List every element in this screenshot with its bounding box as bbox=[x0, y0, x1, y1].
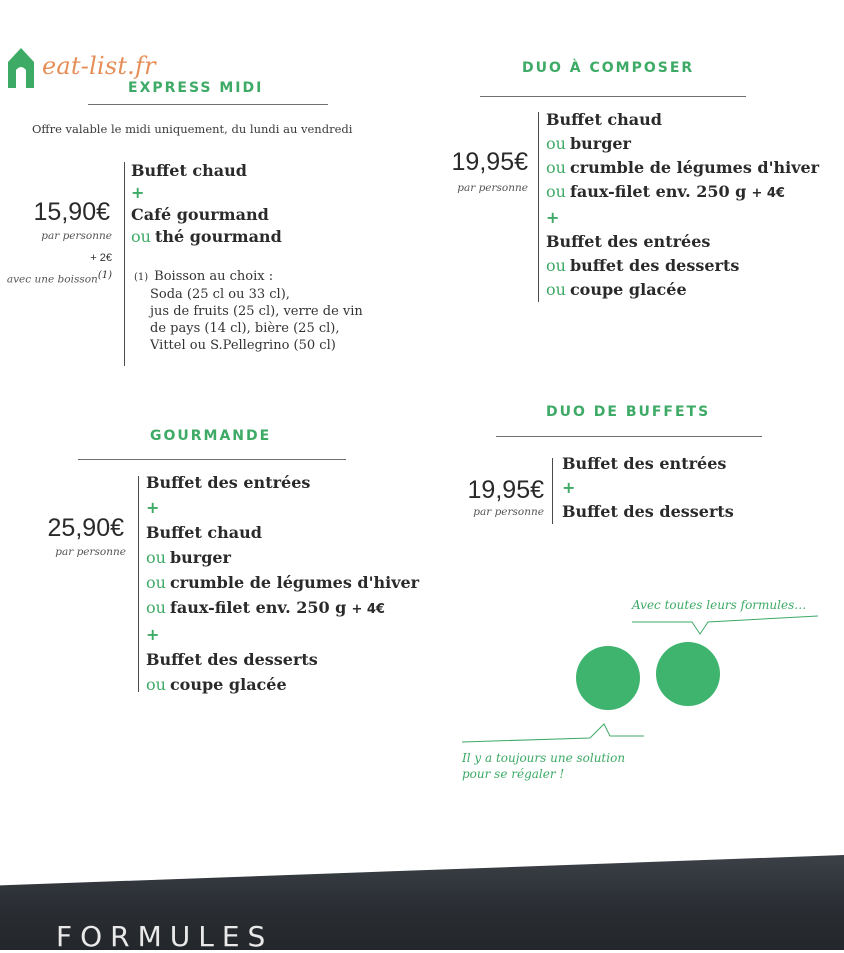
gourmande-price: 25,90€ bbox=[47, 514, 124, 542]
gourmande-divider bbox=[138, 476, 139, 692]
duo-composer-divider bbox=[538, 112, 539, 302]
tagline-top: Avec toutes leurs formules… bbox=[632, 598, 807, 612]
duo-composer-items bbox=[546, 108, 819, 302]
express-midi-per-person: par personne bbox=[41, 230, 112, 242]
menu-item: Buffet des entrées bbox=[146, 473, 311, 492]
menu-item-alt: ou burger bbox=[146, 548, 231, 567]
express-midi-footnote: (1) Boisson au choix : Soda (25 cl ou 33 cl), jus de fruits (25 cl), verre de vin de pays (14 cl), bière (25 cl), Vittel ou S.Pellegrino (50 cl) bbox=[134, 269, 363, 353]
gourmande-per-person: par personne bbox=[55, 546, 126, 558]
menu-item: Buffet des desserts bbox=[146, 650, 318, 669]
house-icon bbox=[6, 44, 36, 88]
menu-item-alt: ou burger bbox=[546, 134, 631, 153]
menu-item: Buffet des entrées bbox=[562, 454, 727, 473]
duo-composer-per-person: par personne bbox=[457, 182, 528, 194]
menu-item-alt: ou coupe glacée bbox=[546, 280, 687, 299]
duo-buffets-divider bbox=[552, 458, 553, 524]
menu-item-alt: ou faux-filet env. 250 g + 4€ bbox=[546, 182, 785, 201]
green-circle-right bbox=[656, 642, 720, 706]
duo-composer-title: DUO À COMPOSER bbox=[522, 60, 695, 76]
duo-composer-price: 19,95€ bbox=[451, 148, 528, 176]
express-midi-rule bbox=[88, 104, 328, 105]
brand-name: eat-list.fr bbox=[42, 52, 156, 80]
plus-icon: + bbox=[146, 625, 160, 644]
express-midi-price: 15,90€ bbox=[33, 198, 110, 226]
menu-item-alt: ou buffet des desserts bbox=[546, 256, 740, 275]
express-midi-divider bbox=[124, 162, 125, 366]
menu-item-alt: ou crumble de légumes d'hiver bbox=[546, 158, 820, 177]
tagline-bottom: Il y a toujours une solution pour se régaler ! bbox=[462, 751, 626, 781]
menu-item: Buffet chaud bbox=[546, 110, 662, 129]
gourmande-items bbox=[146, 470, 419, 697]
duo-composer-rule bbox=[480, 96, 746, 97]
green-circle-left bbox=[576, 646, 640, 710]
menu-item-alt: ou thé gourmand bbox=[131, 227, 282, 246]
duo-buffets-rule bbox=[496, 436, 762, 437]
express-midi-note: Offre valable le midi uniquement, du lundi au vendredi bbox=[32, 122, 353, 136]
footer-title: FORMULES bbox=[56, 920, 274, 953]
plus-icon: + bbox=[131, 183, 145, 202]
menu-item-alt: ou coupe glacée bbox=[146, 675, 287, 694]
plus-icon: + bbox=[146, 498, 160, 517]
menu-item-alt: ou crumble de légumes d'hiver bbox=[146, 573, 420, 592]
menu-item: Buffet des entrées bbox=[546, 232, 711, 251]
plus-icon: + bbox=[562, 478, 576, 497]
duo-buffets-per-person: par personne bbox=[473, 506, 544, 518]
menu-item-alt: ou faux-filet env. 250 g + 4€ bbox=[146, 598, 385, 617]
duo-buffets-title: DUO DE BUFFETS bbox=[546, 404, 711, 420]
express-midi-items bbox=[131, 160, 282, 248]
plus-icon: + bbox=[546, 208, 560, 227]
menu-item: Buffet des desserts bbox=[562, 502, 734, 521]
express-midi-extra-price: + 2€ bbox=[90, 252, 112, 264]
duo-buffets-items bbox=[562, 452, 734, 524]
gourmande-title: GOURMANDE bbox=[150, 428, 272, 444]
gourmande-rule bbox=[78, 459, 346, 460]
menu-item: Café gourmand bbox=[131, 205, 269, 224]
menu-item: Buffet chaud bbox=[146, 523, 262, 542]
express-midi-title: EXPRESS MIDI bbox=[128, 80, 264, 96]
menu-item: Buffet chaud bbox=[131, 161, 247, 180]
speech-pointer-top bbox=[630, 614, 820, 638]
duo-buffets-price: 19,95€ bbox=[467, 476, 544, 504]
express-midi-extra-label: avec une boisson$^{(1)}$ bbox=[6, 270, 112, 286]
speech-pointer-bottom bbox=[460, 718, 646, 748]
